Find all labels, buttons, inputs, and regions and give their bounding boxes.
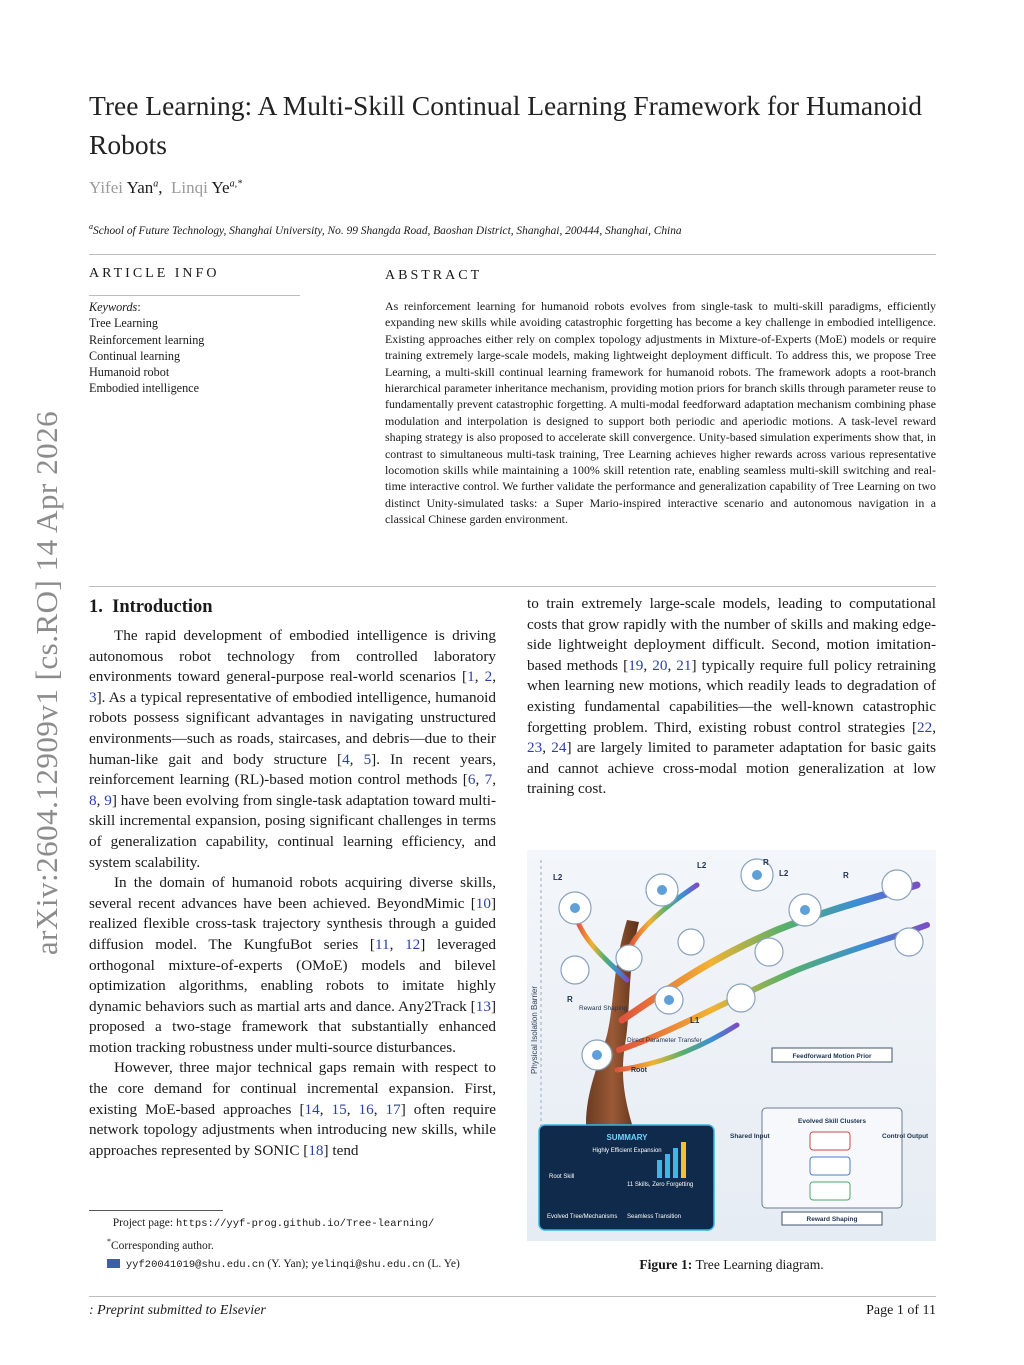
author-affil-mark: a [153,178,159,190]
header-rule [89,254,936,255]
summary-title: SUMMARY [606,1133,648,1142]
keyword: Tree Learning [89,316,158,331]
section-title: Introduction [112,597,213,617]
summary-evolved-tree: Evolved Tree/Mechanisms [547,1214,618,1220]
email-owner: (L. Ye) [427,1257,460,1270]
summary-root-skill: Root Skill [549,1174,575,1180]
paper-title: Tree Learning: A Multi-Skill Continual Learning Framework for Humanoid Robots [89,90,923,160]
paragraph: However, three major technical gaps remain with respect to the core demand for continual incremental expansion. First, existing MoE-based approaches [14, 15, 16, 17] often require network topology adjustments when introducing new skills, while approaches represented by SONIC [18] tend [89,1059,496,1159]
email-link[interactable]: yelinqi@shu.edu.cn [311,1258,425,1271]
author-family-name: Yan [126,178,154,197]
summary-skills: 11 Skills, Zero Forgetting [627,1182,694,1188]
arxiv-sidebar [24,375,70,990]
root-label: Root [631,1067,647,1074]
footnote-rule [89,1210,223,1211]
level-label-l1: L1 [690,1016,700,1025]
summary-seamless: Seamless Transition [627,1214,682,1220]
email-owner: (Y. Yan); [267,1257,309,1270]
figure-caption [527,1257,936,1273]
footnotes: Project page: https://yyf-prog.github.io/Tree-learning/ *Corresponding author. yyf20041019@shu.edu.cn (Y. Yan); yelinqi@shu.edu.cn (L. Ye) [107,1217,460,1271]
email-link[interactable]: yyf20041019@shu.edu.cn [125,1258,265,1271]
keyword: Humanoid robot [89,365,170,380]
level-label-l2: L2 [697,861,707,870]
project-url-link[interactable]: https://yyf-prog.github.io/Tree-learning/ [175,1218,435,1230]
control-output-label: Control Output [882,1133,929,1140]
article-info-heading: ARTICLE INFO [89,266,220,281]
reward-shaping-box-label: Reward Shaping [806,1216,858,1223]
keywords-block: Keywords: Tree Learning Reinforcement learning Continual learning Humanoid robot Embodied intelligence [89,300,205,396]
keyword: Embodied intelligence [89,381,199,396]
caption-label: Figure 1: [639,1257,693,1272]
reward-mark: R [763,858,769,867]
right-column [527,594,936,800]
author-given-name: Yifei [89,178,123,197]
footer-page-number: Page 1 of 11 [866,1303,936,1318]
affiliation-mark: a [89,222,93,231]
reward-mark: R [843,871,849,880]
article-info-rule [89,295,300,296]
author-affil-mark: a,* [229,178,243,190]
keywords-label: Keywords [89,300,138,314]
barrier-label: Physical Isolation Barrier [530,985,539,1075]
keyword: Continual learning [89,348,181,363]
author-list [89,178,242,198]
ff-prior-label: Feedforward Motion Prior [792,1053,872,1060]
level-label-l2: L2 [779,869,789,878]
affiliation-text: School of Future Technology, Shanghai University, No. 99 Shangda Road, Baoshan District, Shanghai, 200444, Shanghai, China [93,224,682,237]
figure-illustration [527,850,936,1241]
caption-text: Tree Learning diagram. [695,1257,824,1272]
author-given-name: Linqi [171,178,208,197]
abstract-rule [89,586,936,587]
direct-transfer-label: Direct Parameter Transfer [627,1037,702,1044]
level-label-l2: L2 [553,873,563,882]
evolved-clusters-label: Evolved Skill Clusters [798,1118,866,1125]
email-icon [107,1259,120,1268]
reward-shaping-label: Reward Shaping [579,1005,628,1012]
paragraph: The rapid development of embodied intelligence is driving autonomous robot technology from controlled laboratory environments toward general-purpose real-world scenarios [1, 2, 3]. As a typical representative of embodied intelligence, humanoid robots possess significant advantages in navigating unstructured environments—such as roads, staircases, and debris—due to their human-like gait and body structure [4, 5]. In recent years, reinforcement learning (RL)-based motion control methods [6, 7, 8, 9] have been evolving from single-task adaptation toward multi-skill incremental expansion, posing significant challenges in terms of generalization capability, continual learning efficiency, and system scalability. [89,627,497,871]
footer-left: : Preprint submitted to Elsevier [89,1303,266,1318]
author-family-name: Ye [211,178,230,197]
corresponding-note: Corresponding author. [111,1239,214,1252]
section-number: 1. [89,597,103,617]
left-column [89,626,496,1161]
figure-tree-learning [527,850,936,1241]
abstract-text: As reinforcement learning for humanoid robots evolves from single-task to multi-skill paradigms, efficiently expanding new skills while avoiding catastrophic forgetting has become a key challenge in embodied intelligence. Existing approaches either rely on complex topology adjustments in Mixture-of-Experts (MoE) models or require training extremely large-scale models, making lightweight deployment difficult. To address this, we propose Tree Learning, a multi-skill continual learning framework for humanoid robots. The framework adopts a root-branch hierarchical parameter inheritance mechanism, providing motion priors for branch skills through parameter reuse to fundamentally prevent catastrophic forgetting. A multi-modal feedforward adaptation mechanism combining phase modulation and interpolation is designed to support both periodic and aperiodic motions. A task-level reward shaping strategy is also proposed to accelerate skill convergence. Unity-based simulation experiments show that, in contrast to simultaneous multi-task training, Tree Learning achieves higher rewards across various representative locomotion skills while maintaining a 100% skill retention rate, enabling seamless multi-skill switching and real-time interactive control. We further validate the performance and generalization capability of Tree Learning on two distinct Unity-simulated tasks: a Super Mario-inspired interactive scenario and autonomous navigation in a classical Chinese garden environment. [385,299,936,527]
arxiv-identifier: arXiv:2604.12909v1 [cs.RO] 14 Apr 2026 [29,410,64,955]
project-label: Project page: [112,1217,174,1229]
section-heading [89,597,213,618]
reward-mark: R [567,995,573,1004]
abstract-heading: ABSTRACT [385,268,483,283]
keyword: Reinforcement learning [89,332,205,347]
shared-input-label: Shared Input [730,1133,770,1140]
paragraph: to train extremely large-scale models, leading to computational costs that grow rapidly with the number of skills and making edge-side lightweight deployment difficult. Second, motion imitation-based methods [19, 20, 21] typically require full policy retraining when learning new motions, which readily leads to degradation of existing fundamental capabilities—the well-known catastrophic forgetting problem. Third, existing robust control strategies [22, 23, 24] are largely limited to parameter adaptation for basic gaits and cannot achieve cross-modal motion generalization at low training cost. [527,595,937,798]
summary-expansion: Highly Efficient Expansion [592,1148,662,1154]
affiliation [89,222,682,237]
paragraph: In the domain of humanoid robots acquiring diverse skills, several recent advances have been achieved. BeyondMimic [10] realized flexible cross-task trajectory synthesis through a guided diffusion model. The KungfuBot series [11, 12] leveraged orthogonal mixture-of-experts (OMoE) models and bilevel optimization algorithms, enabling robots to imitate highly dynamic behaviors such as martial arts and dance. Any2Track [13] proposed a two-stage framework that substantially enhanced motion tracking robustness under multi-source disturbances. [89,874,496,1056]
footer-rule [89,1296,936,1297]
author-separator: , [158,178,163,197]
